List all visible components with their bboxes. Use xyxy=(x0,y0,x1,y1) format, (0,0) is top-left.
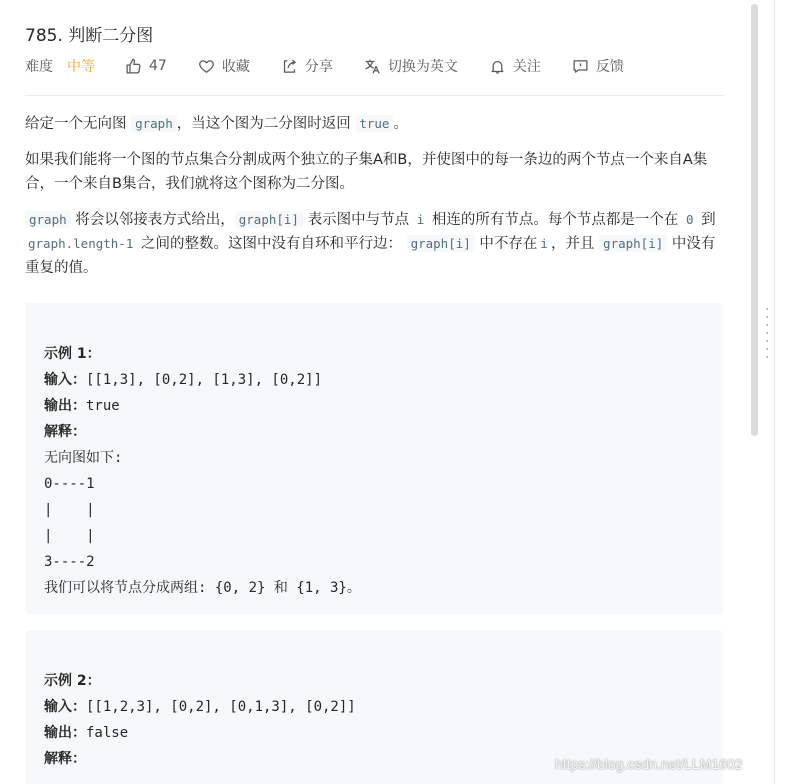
description-paragraph-2: 如果我们能将一个图的节点集合分割成两个独立的子集A和B，并使图中的每一条边的两个节点一个来自A集合，一个来自B集合，我们就将这个图称为二分图。 xyxy=(25,152,708,192)
example-heading: 示例 1： xyxy=(44,346,101,362)
translate-button[interactable] xyxy=(364,56,458,76)
favorite-button[interactable] xyxy=(198,56,250,76)
explain-label: 解释： xyxy=(44,751,86,767)
share-label: 分享 xyxy=(304,59,333,75)
drag-handle-icon[interactable] xyxy=(766,305,768,360)
difficulty-badge: 中等 xyxy=(67,59,95,75)
like-count: 47 xyxy=(149,58,167,74)
inline-code: true xyxy=(355,115,393,132)
inline-code: graph[i] xyxy=(235,211,303,228)
graph-line: | | xyxy=(44,502,95,518)
problem-title: 785. 判断二分图 xyxy=(25,26,154,46)
inline-code: i xyxy=(540,236,548,251)
inline-code: 0 xyxy=(685,212,694,227)
problem-meta-row xyxy=(25,55,655,77)
explain-label: 解释： xyxy=(44,424,86,440)
translate-icon xyxy=(364,58,381,75)
inline-code: graph xyxy=(25,211,71,228)
problem-description xyxy=(25,112,725,292)
inline-code: graph[i] xyxy=(599,235,667,252)
input-value: [[1,3], [0,2], [1,3], [0,2]] xyxy=(86,372,323,388)
output-value: false xyxy=(86,725,129,741)
bell-icon xyxy=(489,58,506,75)
explain-line: 我们可以将节点分成两组: {0, 2} 和 {1, 3}。 xyxy=(44,580,361,596)
feedback-button[interactable] xyxy=(572,56,624,76)
graph-line: 0----1 xyxy=(44,476,95,492)
difficulty-label: 难度 xyxy=(25,59,53,75)
gutter-divider xyxy=(774,0,775,784)
graph-line: 3----2 xyxy=(44,554,95,570)
share-button[interactable] xyxy=(281,56,333,76)
output-value: true xyxy=(86,398,120,414)
inline-code: i xyxy=(416,212,425,227)
heart-icon xyxy=(198,58,215,75)
input-label: 输入： xyxy=(44,699,86,715)
share-icon xyxy=(281,58,298,75)
inline-code: graph.length-1 xyxy=(28,236,134,251)
description-paragraph-3: graph 将会以邻接表方式给出， graph[i] 表示图中与节点 i 相连的所有节点。每个节点都是一个在 0 到 graph.length-1 之间的整数。这图中没有自环和平行边： graph[i] 中不存在 i ，并且 graph[i] 中没有重复的值。 xyxy=(25,212,716,276)
example-1-block xyxy=(25,303,723,614)
thumbs-up-icon xyxy=(125,58,142,75)
scrollbar-thumb[interactable] xyxy=(751,4,758,436)
watermark: https://blog.csdn.net/LLM1602 xyxy=(555,756,743,772)
inline-code: graph xyxy=(131,115,177,132)
follow-button[interactable] xyxy=(489,56,541,76)
feedback-label: 反馈 xyxy=(595,59,624,75)
panel-resize-gutter[interactable] xyxy=(760,0,793,784)
graph-line: | | xyxy=(44,528,95,544)
translate-label: 切换为英文 xyxy=(387,59,458,75)
output-label: 输出： xyxy=(44,398,86,414)
header-divider xyxy=(25,95,723,96)
explain-line: 无向图如下: xyxy=(44,450,123,466)
favorite-label: 收藏 xyxy=(221,59,250,75)
input-label: 输入： xyxy=(44,372,86,388)
follow-label: 关注 xyxy=(512,59,541,75)
description-paragraph-1: 给定一个无向图 graph ，当这个图为二分图时返回 true 。 xyxy=(25,116,408,132)
feedback-icon xyxy=(572,58,589,75)
input-value: [[1,2,3], [0,2], [0,1,3], [0,2]] xyxy=(86,699,356,715)
example-heading: 示例 2： xyxy=(44,673,101,689)
inline-code: graph[i] xyxy=(407,235,475,252)
output-label: 输出： xyxy=(44,725,86,741)
like-button[interactable] xyxy=(125,58,167,75)
